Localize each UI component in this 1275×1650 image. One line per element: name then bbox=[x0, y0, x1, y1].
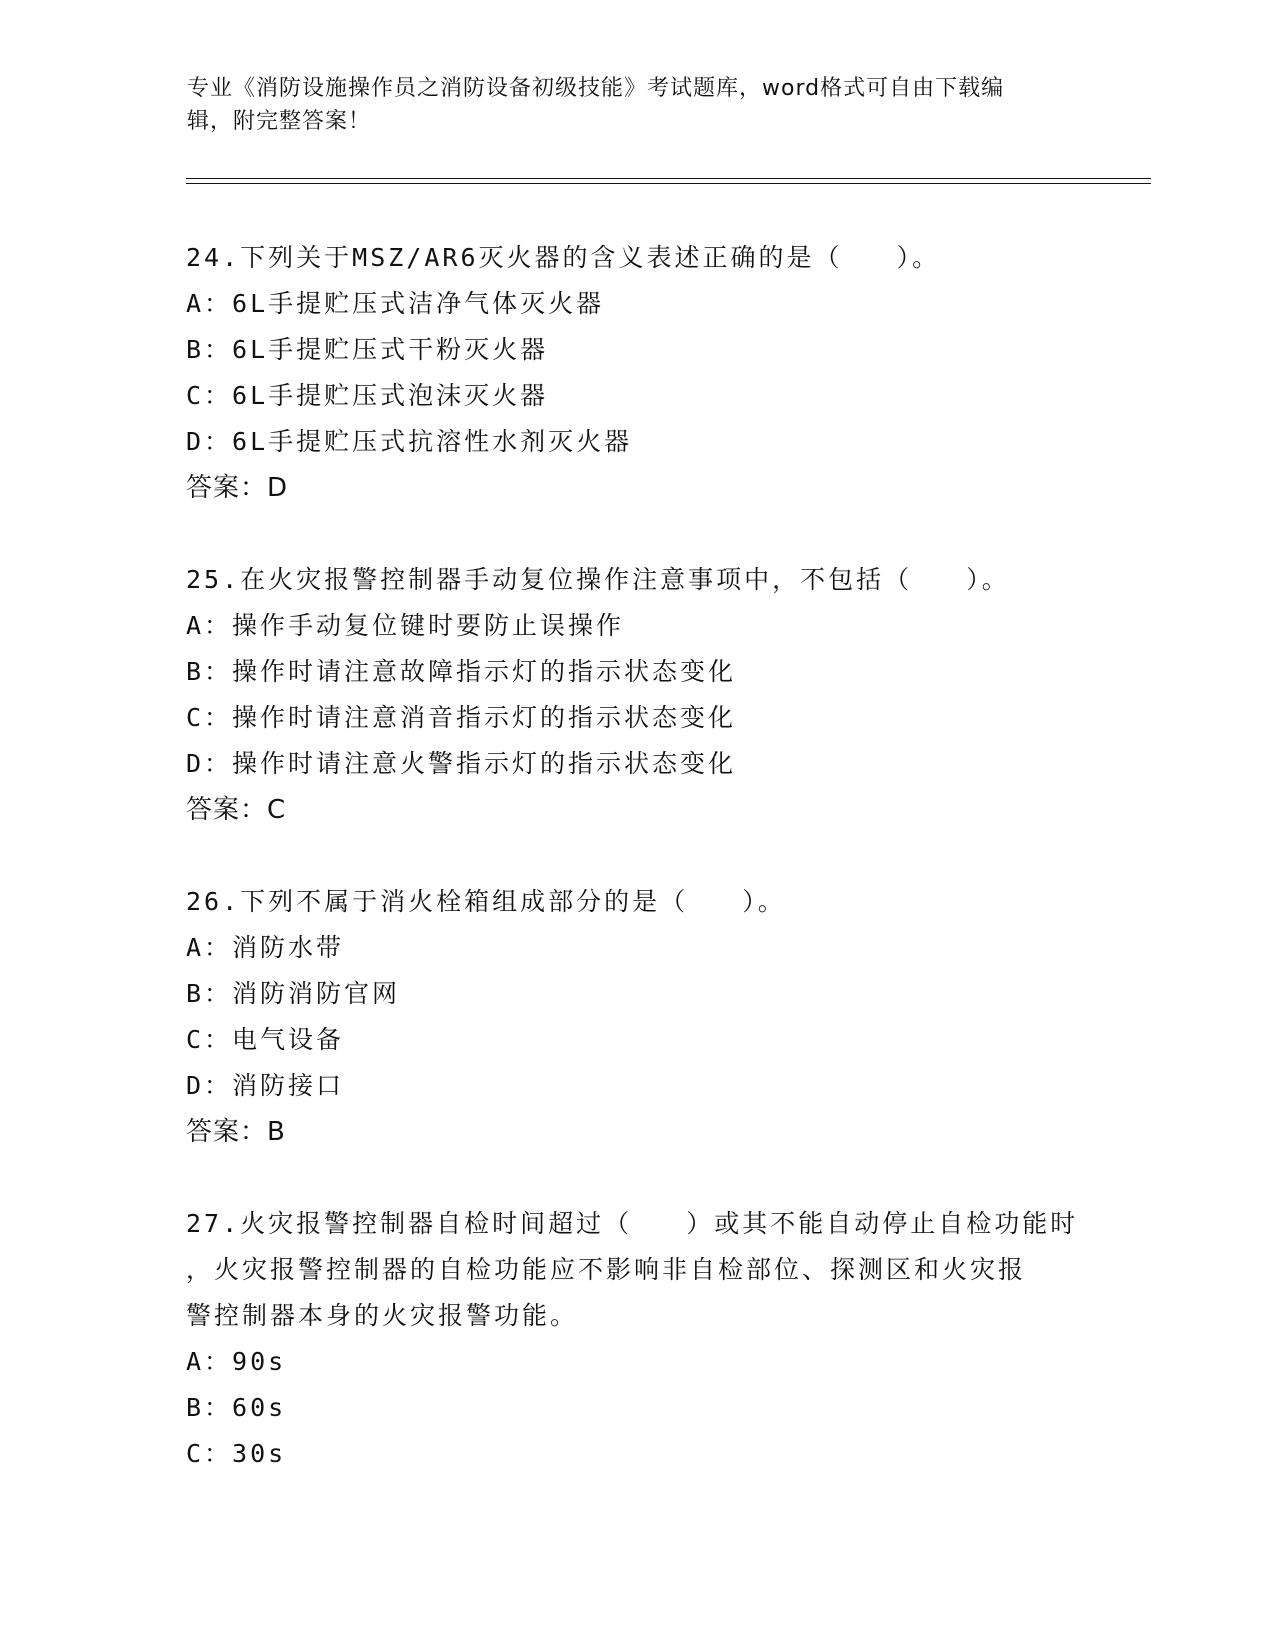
question-list bbox=[186, 235, 1086, 1523]
header-line-2: 辑，附完整答案！ bbox=[187, 109, 372, 134]
question-stem: 24.下列关于MSZ/AR6灭火器的含义表述正确的是（ ）。 bbox=[186, 243, 941, 272]
question-24 bbox=[186, 235, 1086, 511]
option-a: A：6L手提贮压式洁净气体灭火器 bbox=[186, 289, 605, 318]
question-26 bbox=[186, 879, 1086, 1155]
question-stem: 25.在火灾报警控制器手动复位操作注意事项中，不包括（ ）。 bbox=[186, 565, 1010, 594]
header-divider-top bbox=[186, 178, 1151, 179]
option-c: C：30s bbox=[186, 1439, 287, 1468]
option-c: C：电气设备 bbox=[186, 1025, 345, 1054]
option-b: B：60s bbox=[186, 1393, 287, 1422]
option-c: C：操作时请注意消音指示灯的指示状态变化 bbox=[186, 703, 737, 732]
option-a: A：消防水带 bbox=[186, 933, 345, 962]
answer-line: 答案：D bbox=[186, 473, 289, 503]
answer-line: 答案：C bbox=[186, 795, 287, 825]
option-b: B：6L手提贮压式干粉灭火器 bbox=[186, 335, 549, 364]
document-header bbox=[187, 72, 1067, 138]
header-line-1: 专业《消防设施操作员之消防设备初级技能》考试题库，word格式可自由下载编 bbox=[187, 76, 1005, 101]
question-27 bbox=[186, 1201, 1086, 1477]
option-d: D：操作时请注意火警指示灯的指示状态变化 bbox=[186, 749, 737, 778]
question-stem: 26.下列不属于消火栓箱组成部分的是（ ）。 bbox=[186, 887, 786, 916]
question-25 bbox=[186, 557, 1086, 833]
question-stem-line-1: 27.火灾报警控制器自检时间超过（ ）或其不能自动停止自检功能时 bbox=[186, 1209, 1079, 1238]
option-d: D：消防接口 bbox=[186, 1071, 345, 1100]
option-c: C：6L手提贮压式泡沫灭火器 bbox=[186, 381, 549, 410]
option-b: B：消防消防官网 bbox=[186, 979, 401, 1008]
option-b: B：操作时请注意故障指示灯的指示状态变化 bbox=[186, 657, 737, 686]
question-stem-line-3: 警控制器本身的火灾报警功能。 bbox=[186, 1301, 579, 1330]
answer-line: 答案：B bbox=[186, 1117, 286, 1147]
header-divider-bottom bbox=[186, 183, 1151, 184]
question-stem-line-2: ，火灾报警控制器的自检功能应不影响非自检部位、探测区和火灾报 bbox=[186, 1255, 1027, 1284]
option-a: A：90s bbox=[186, 1347, 287, 1376]
option-d: D：6L手提贮压式抗溶性水剂灭火器 bbox=[186, 427, 633, 456]
option-a: A：操作手动复位键时要防止误操作 bbox=[186, 611, 625, 640]
